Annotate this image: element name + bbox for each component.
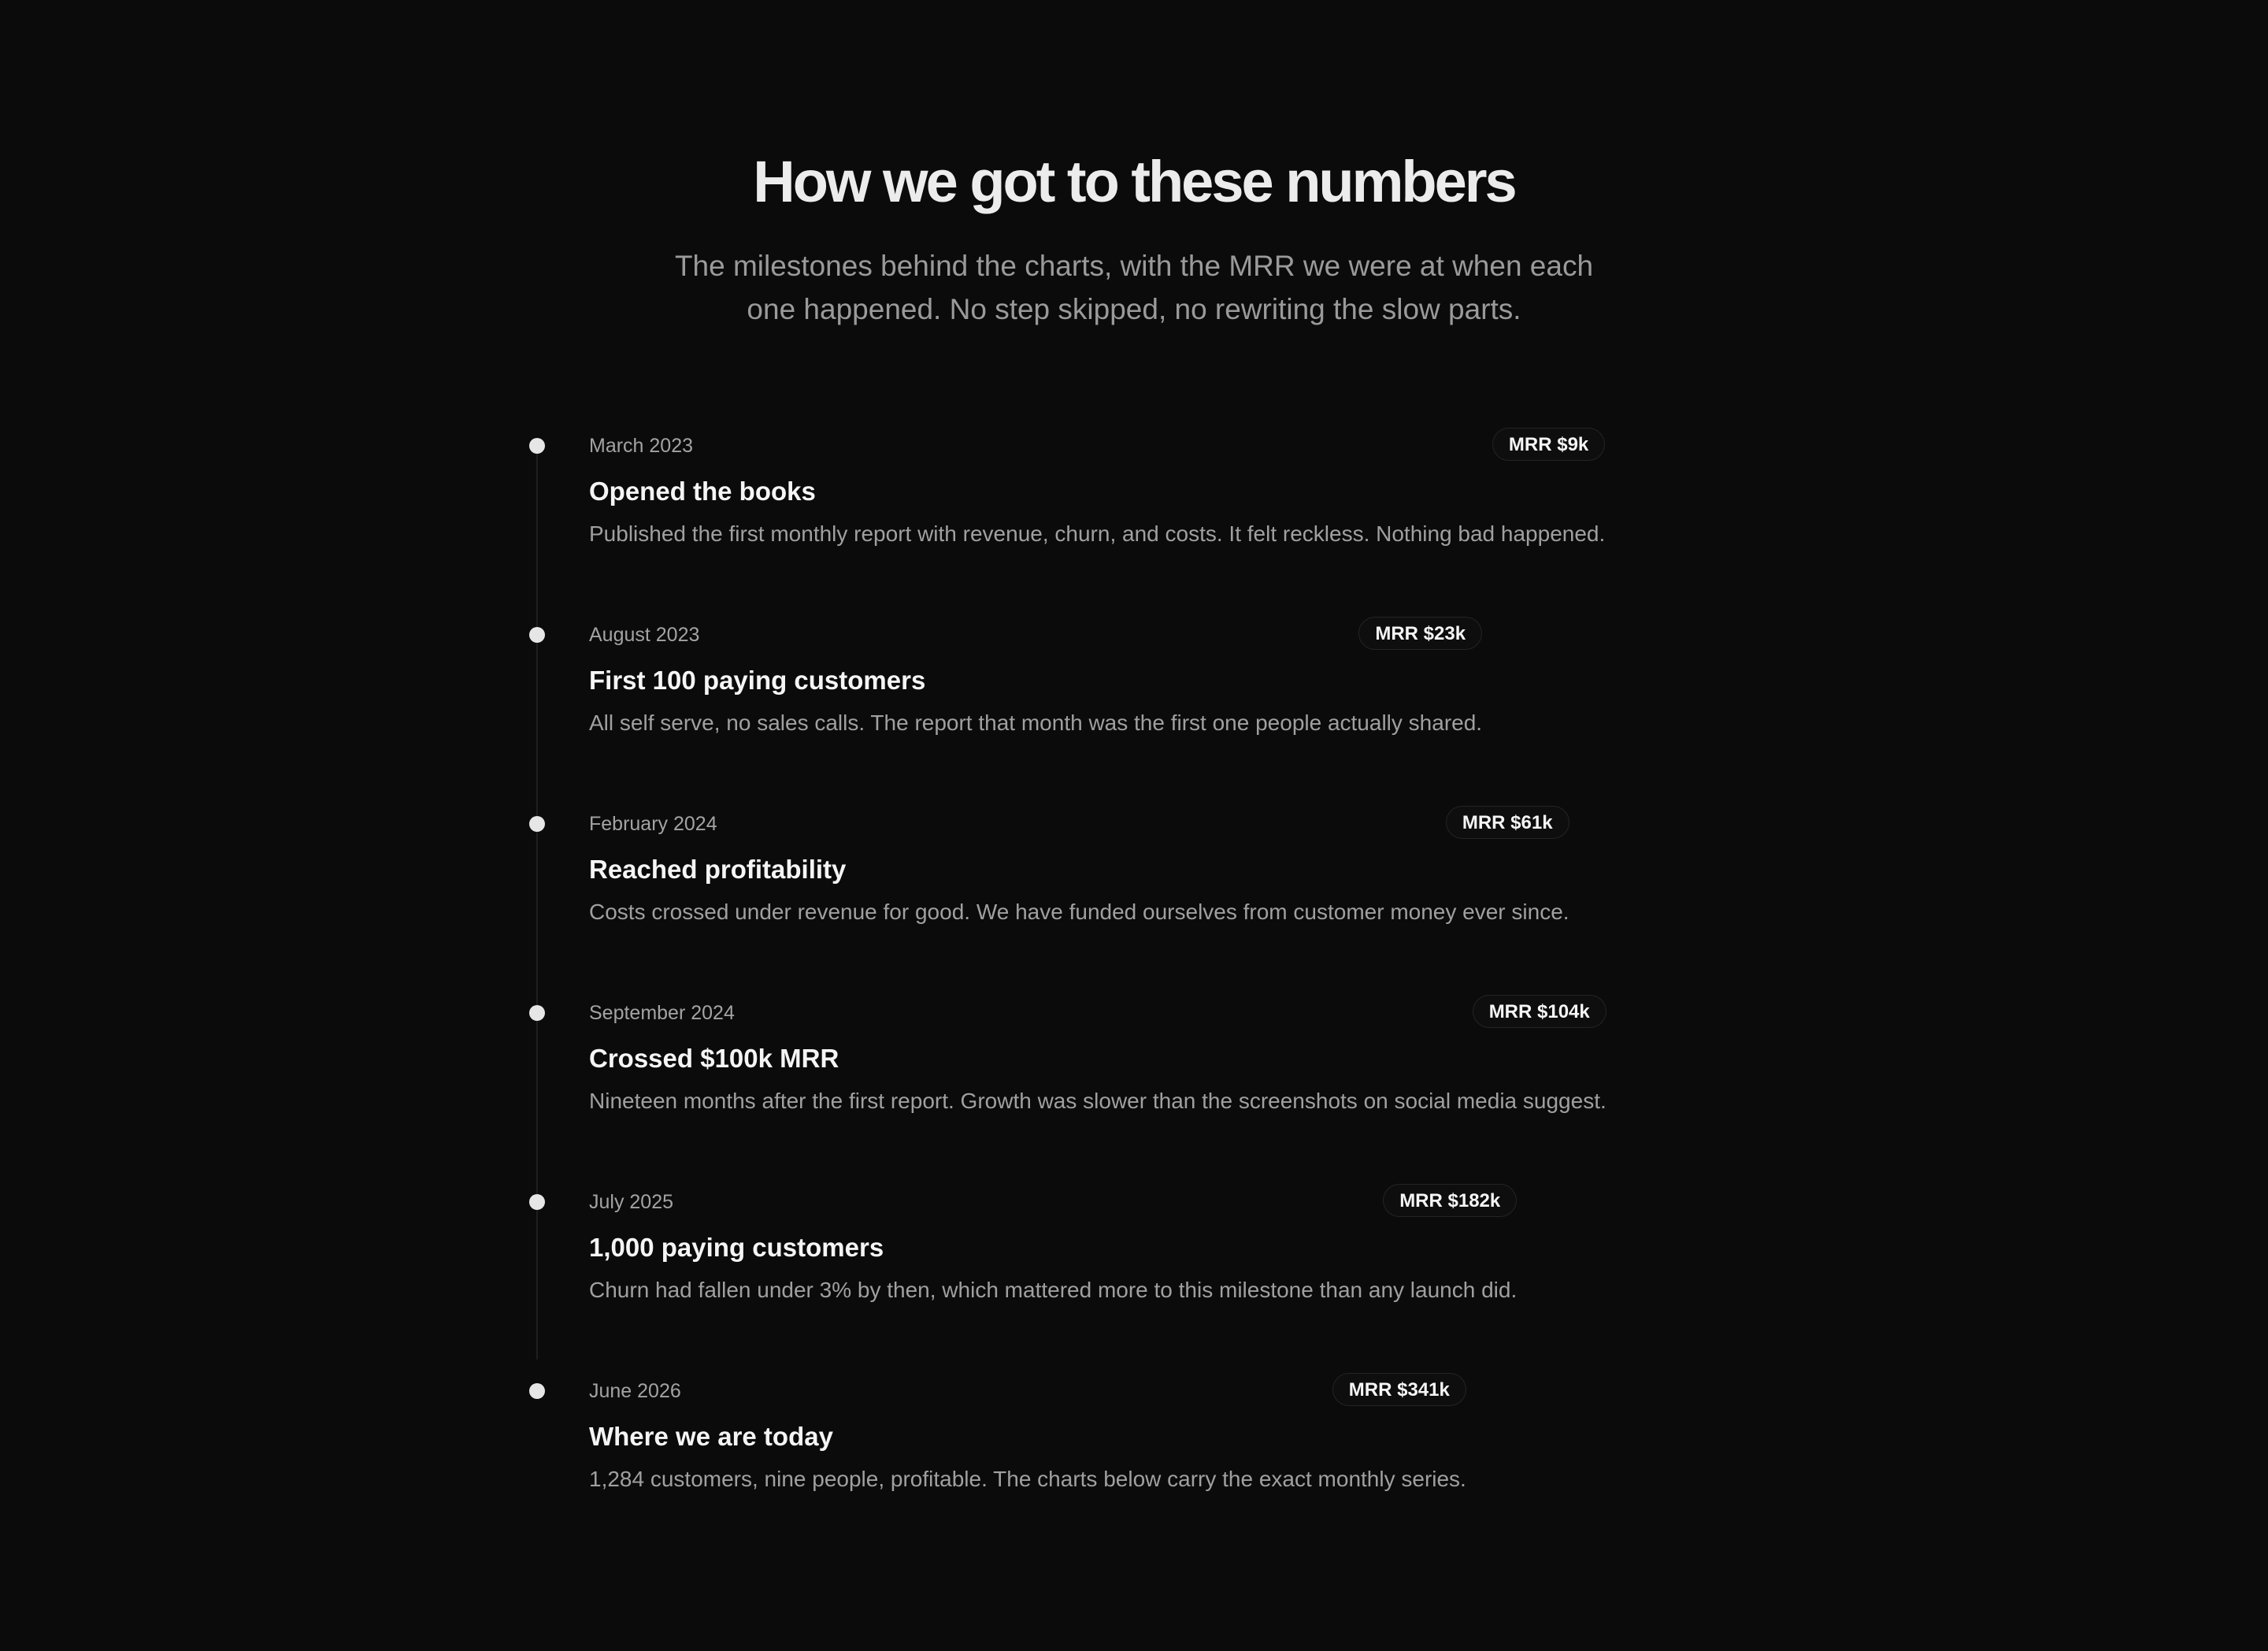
milestone-date: August 2023: [589, 624, 700, 646]
milestone-description: 1,284 customers, nine people, profitable. The charts below carry the exact monthly series.: [589, 1467, 1466, 1491]
milestone-item: [520, 614, 1685, 803]
timeline-dot: [529, 1005, 545, 1021]
milestone-item: [520, 803, 1685, 992]
milestone-date: September 2024: [589, 1002, 735, 1024]
milestone-item: [520, 1182, 1685, 1371]
milestone-meta: [589, 1371, 1466, 1412]
timeline-dot: [529, 1194, 545, 1210]
page-header: [0, 142, 2268, 331]
milestone-item: [520, 425, 1685, 614]
milestone-title: Where we are today: [589, 1422, 833, 1451]
mrr-badge: MRR $182k: [1383, 1184, 1517, 1217]
page-title: How we got to these numbers: [753, 149, 1515, 214]
milestone-item: [520, 992, 1685, 1182]
milestone-content: [589, 425, 1605, 550]
milestone-meta: [589, 803, 1569, 844]
milestone-title: 1,000 paying customers: [589, 1233, 884, 1262]
mrr-badge: MRR $104k: [1473, 995, 1606, 1028]
milestone-date: March 2023: [589, 435, 694, 457]
milestone-description: Costs crossed under revenue for good. We have funded ourselves from customer money ever since.: [589, 900, 1569, 924]
milestone-date: June 2026: [589, 1380, 681, 1402]
milestone-meta: [589, 992, 1606, 1033]
mrr-badge: MRR $341k: [1332, 1373, 1466, 1406]
milestone-timeline: [520, 425, 1685, 1560]
milestone-title: Opened the books: [589, 477, 816, 506]
mrr-badge: MRR $23k: [1358, 617, 1482, 650]
milestone-content: [589, 1371, 1466, 1495]
mrr-badge: MRR $9k: [1492, 428, 1605, 461]
milestone-title: Reached profitability: [589, 855, 847, 884]
milestone-meta: [589, 1182, 1517, 1222]
milestone-title: Crossed $100k MRR: [589, 1044, 839, 1073]
milestone-content: [589, 992, 1606, 1117]
milestone-title: First 100 paying customers: [589, 666, 926, 695]
milestone-date: July 2025: [589, 1191, 674, 1213]
milestone-content: [589, 803, 1569, 928]
milestone-meta: [589, 614, 1482, 655]
mrr-badge: MRR $61k: [1446, 806, 1569, 839]
timeline-dot: [529, 438, 545, 454]
timeline-dot: [529, 1383, 545, 1399]
timeline-dot: [529, 816, 545, 832]
milestone-content: [589, 614, 1482, 739]
milestone-content: [589, 1182, 1517, 1306]
page-subtitle: The milestones behind the charts, with the MRR we were at when each one happened. No step skipped, no rewriting the slow parts.: [674, 250, 1594, 325]
timeline-dot: [529, 627, 545, 643]
milestone-date: February 2024: [589, 813, 717, 835]
milestone-description: Published the first monthly report with revenue, churn, and costs. It felt reckless. Nothing bad happened.: [589, 521, 1606, 546]
milestone-description: Churn had fallen under 3% by then, which mattered more to this milestone than any launch did.: [589, 1278, 1518, 1302]
milestone-item: [520, 1371, 1685, 1560]
milestone-description: Nineteen months after the first report. Growth was slower than the screenshots on social media suggest.: [589, 1089, 1606, 1113]
milestone-description: All self serve, no sales calls. The report that month was the first one people actually shared.: [589, 710, 1483, 735]
milestone-meta: [589, 425, 1605, 466]
